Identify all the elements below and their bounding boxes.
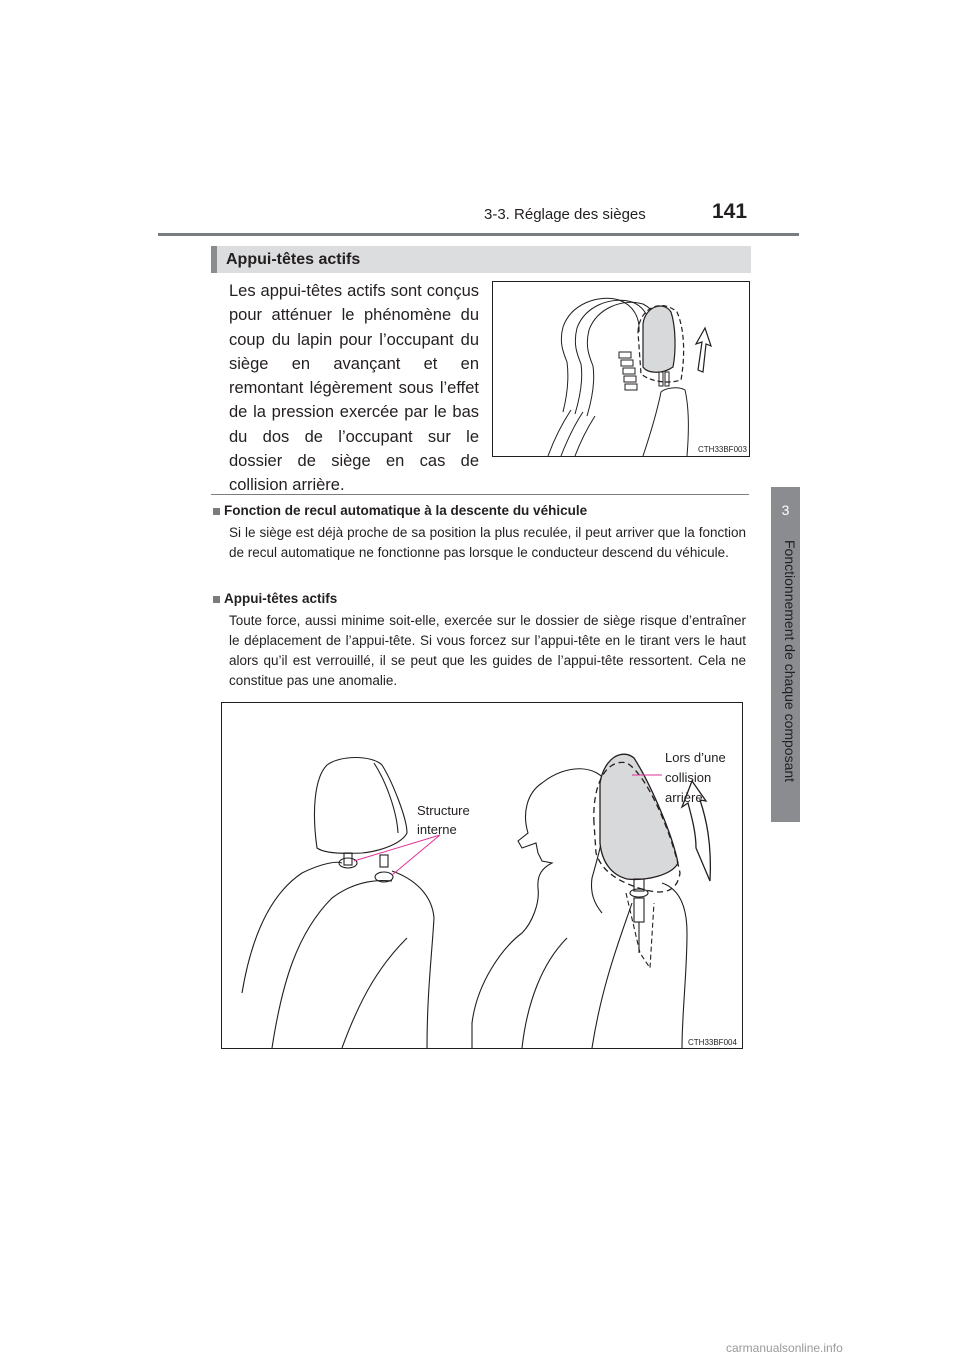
occupant-headrest-illustration xyxy=(493,282,749,456)
section-title xyxy=(211,246,751,273)
bullet-square-icon xyxy=(213,596,220,603)
chapter-tab-number: 3 xyxy=(781,502,790,518)
intro-paragraph: Les appui-têtes actifs sont conçus pour atténuer le phénomène du coup du lapin pour l’occupant du siège en avançant et en remontant légèrement sous l’effet de la pression exercée par le bas du dos de l’occupant sur le dossier de siège en cas de collision arrière. xyxy=(229,282,479,495)
note-text: Toute force, aussi minime soit-elle, exercée sur le dossier de siège risque d’entraîner le déplacement de l’appui-tête. Si vous forcez sur l’appui-tête en le tirant vers le haut alors qu’il est verrouillé, il se peut que les guides de l’appui-tête ressortent. Cela ne constitue pas une anomalie. xyxy=(229,613,746,688)
label-line: Lors d’une xyxy=(665,750,726,765)
section-title-text: Appui-têtes actifs xyxy=(226,251,361,268)
watermark: carmanualsonline.info xyxy=(726,1341,843,1355)
divider xyxy=(211,494,749,495)
note-title: Appui-têtes actifs xyxy=(224,591,338,606)
figure-code: CTH33BF003 xyxy=(698,445,747,454)
label-line: collision xyxy=(665,770,712,785)
label-line: arrière xyxy=(665,790,703,805)
label-line: Structure xyxy=(417,803,470,818)
figure-active-headrest-occupant xyxy=(492,281,750,457)
label-rear-collision xyxy=(665,748,726,808)
note-text: Si le siège est déjà proche de sa position la plus reculée, il peut arriver que la fonction de recul automatique ne fonctionne pas lorsque le conducteur descend du véhicule. xyxy=(229,525,746,560)
bullet-square-icon xyxy=(213,508,220,515)
running-header-section: 3-3. Réglage des sièges xyxy=(484,206,646,223)
label-line: interne xyxy=(417,822,457,837)
label-internal-structure xyxy=(417,801,470,839)
chapter-tab-title: Fonctionnement de chaque composant xyxy=(782,540,798,783)
figure-code: CTH33BF004 xyxy=(688,1038,737,1047)
note-title: Fonction de recul automatique à la descente du véhicule xyxy=(224,503,588,518)
headrest-structure-illustration xyxy=(222,703,742,1048)
page-number: 141 xyxy=(712,200,748,223)
header-rule xyxy=(158,233,799,236)
